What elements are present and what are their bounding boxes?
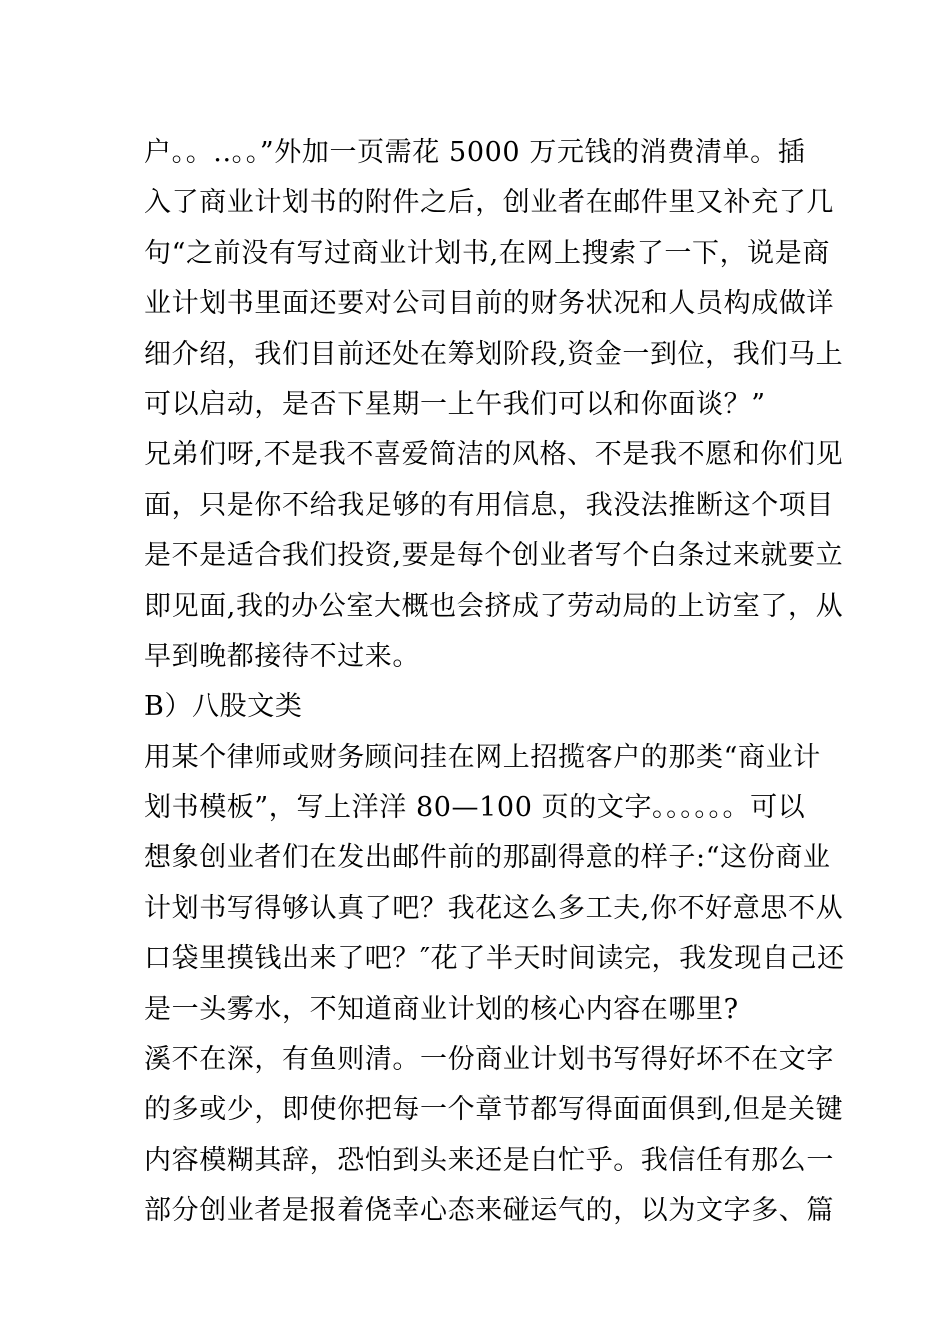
- text-line: 口袋里摸钱出来了吧？″花了半天时间读完，我发现自己还: [144, 943, 845, 975]
- text-line: 想象创业者们在发出邮件前的那副得意的样子:“这份商业: [144, 842, 831, 874]
- text-line: 即见面,我的办公室大概也会挤成了劳动局的上访室了，从: [144, 590, 844, 622]
- text-line: 计划书写得够认真了吧？我花这么多工夫,你不好意思不从: [144, 892, 844, 924]
- body-text: [144, 128, 845, 1237]
- text-line: 户。。..。。”外加一页需花 5000 万元钱的消费清单。插: [144, 137, 806, 168]
- text-line: 是不是适合我们投资,要是每个创业者写个白条过来就要立: [144, 540, 844, 572]
- text-line: 用某个律师或财务顾问挂在网上招揽客户的那类“商业计: [144, 741, 821, 773]
- text-line: 划书模板”，写上洋洋 80—100 页的文字。。。。。。可以: [144, 792, 806, 824]
- text-line: 早到晚都接待不过来。: [144, 640, 420, 672]
- text-line: 是一头雾水，不知道商业计划的核心内容在哪里?: [144, 993, 739, 1025]
- text-line: 面，只是你不给我足够的有用信息，我没法推断这个项目: [144, 489, 834, 521]
- section-heading: B）八股文类: [144, 691, 303, 723]
- text-line: 溪不在深，有鱼则清。一份商业计划书写得好坏不在文字: [144, 1044, 834, 1076]
- text-line: 入了商业计划书的附件之后，创业者在邮件里又补充了几: [144, 187, 834, 219]
- text-line: 的多或少，即使你把每一个章节都写得面面俱到,但是关键: [144, 1094, 844, 1126]
- text-line: 兄弟们呀,不是我不喜爱简洁的风格、不是我不愿和你们见: [144, 439, 844, 471]
- text-line: 细介绍，我们目前还处在筹划阶段,资金一到位，我们马上: [144, 338, 844, 370]
- text-line: 部分创业者是报着侥幸心态来碰运气的，以为文字多、篇: [144, 1195, 834, 1227]
- text-line: 业计划书里面还要对公司目前的财务状况和人员构成做详: [144, 288, 834, 320]
- text-line: 内容模糊其辞，恐怕到头来还是白忙乎。我信任有那么一: [144, 1144, 834, 1176]
- text-line: 句“之前没有写过商业计划书,在网上搜索了一下，说是商: [144, 237, 830, 269]
- text-line: 可以启动，是否下星期一上午我们可以和你面谈？”: [144, 388, 766, 420]
